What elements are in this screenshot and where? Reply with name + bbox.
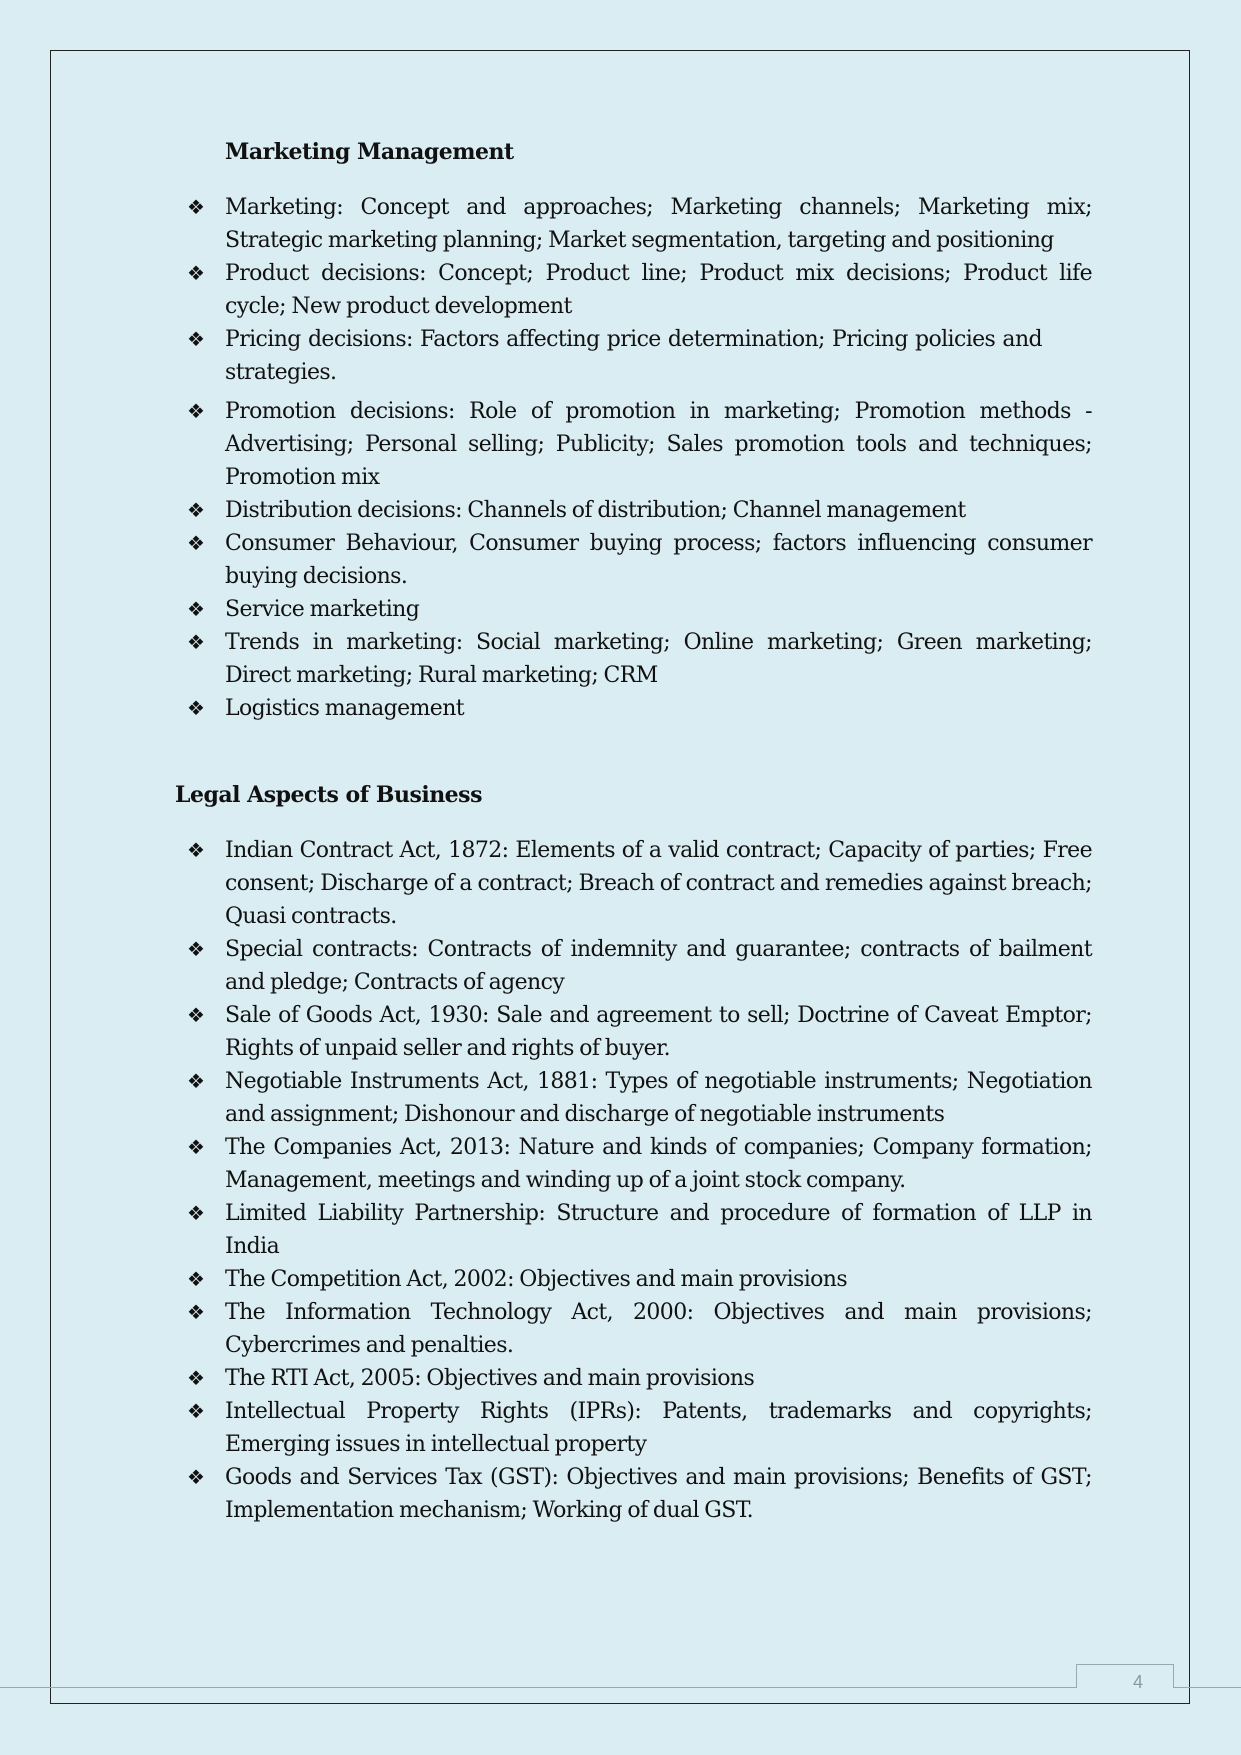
list-item: ❖ The RTI Act, 2005: Objectives and main provisions <box>175 1362 1092 1395</box>
list-item: ❖ Distribution decisions: Channels of distribution; Channel management <box>175 494 1092 527</box>
list-item: ❖ Sale of Goods Act, 1930: Sale and agreement to sell; Doctrine of Caveat Emptor; Rights of unpaid seller and rights of buyer. <box>175 999 1092 1065</box>
list-item: ❖ The Information Technology Act, 2000: Objectives and main provisions; Cybercrimes and penalties. <box>175 1296 1092 1362</box>
list-item: ❖ Trends in marketing: Social marketing; Online marketing; Green marketing; Direct marketing; Rural marketing; CRM <box>175 626 1092 692</box>
diamond-bullet-icon: ❖ <box>187 1135 205 1159</box>
diamond-bullet-icon: ❖ <box>187 1267 205 1291</box>
diamond-bullet-icon: ❖ <box>187 696 205 720</box>
list-item: ❖ Consumer Behaviour, Consumer buying process; factors influencing consumer buying decisions. <box>175 527 1092 593</box>
list-item: ❖ Special contracts: Contracts of indemnity and guarantee; contracts of bailment and pledge; Contracts of agency <box>175 933 1092 999</box>
list-item: ❖ Product decisions: Concept; Product line; Product mix decisions; Product life cycle; New product development <box>175 257 1092 323</box>
list-item: ❖ Negotiable Instruments Act, 1881: Types of negotiable instruments; Negotiation and assignment; Dishonour and discharge of negotiable instruments <box>175 1065 1092 1131</box>
section-heading-marketing: Marketing Management <box>225 139 514 165</box>
list-item: ❖ Marketing: Concept and approaches; Marketing channels; Marketing mix; Strategic marketing planning; Market segmentation, targeting and positioning <box>175 191 1092 257</box>
list-item: ❖ Indian Contract Act, 1872: Elements of a valid contract; Capacity of parties; Free consent; Discharge of a contract; Breach of contract and remedies against breach; Quasi contracts. <box>175 834 1092 933</box>
list-item: ❖ Logistics management <box>175 692 1092 725</box>
document-body <box>175 136 1092 1527</box>
list-item: ❖ Pricing decisions: Factors affecting price determination; Pricing policies and strategies. <box>175 323 1092 389</box>
section-heading-legal: Legal Aspects of Business <box>175 782 482 808</box>
diamond-bullet-icon: ❖ <box>187 399 205 423</box>
list-item: ❖ Service marketing <box>175 593 1092 626</box>
diamond-bullet-icon: ❖ <box>187 195 205 219</box>
list-item: ❖ Goods and Services Tax (GST): Objectives and main provisions; Benefits of GST; Implementation mechanism; Working of dual GST. <box>175 1461 1092 1527</box>
marketing-topic-list <box>175 191 1092 725</box>
page-number: 4 <box>1076 1664 1174 1688</box>
list-item: ❖ Promotion decisions: Role of promotion in marketing; Promotion methods - Advertising; Personal selling; Publicity; Sales promotion tools and techniques; Promotion mix <box>175 395 1092 494</box>
diamond-bullet-icon: ❖ <box>187 531 205 555</box>
diamond-bullet-icon: ❖ <box>187 1003 205 1027</box>
diamond-bullet-icon: ❖ <box>187 327 205 351</box>
diamond-bullet-icon: ❖ <box>187 1201 205 1225</box>
footer-rule <box>0 1687 1241 1688</box>
diamond-bullet-icon: ❖ <box>187 630 205 654</box>
diamond-bullet-icon: ❖ <box>187 1300 205 1324</box>
diamond-bullet-icon: ❖ <box>187 261 205 285</box>
diamond-bullet-icon: ❖ <box>187 1399 205 1423</box>
legal-topic-list <box>175 834 1092 1527</box>
diamond-bullet-icon: ❖ <box>187 1465 205 1489</box>
diamond-bullet-icon: ❖ <box>187 838 205 862</box>
diamond-bullet-icon: ❖ <box>187 597 205 621</box>
list-item: ❖ The Competition Act, 2002: Objectives and main provisions <box>175 1263 1092 1296</box>
list-item: ❖ Limited Liability Partnership: Structure and procedure of formation of LLP in India <box>175 1197 1092 1263</box>
diamond-bullet-icon: ❖ <box>187 1366 205 1390</box>
diamond-bullet-icon: ❖ <box>187 498 205 522</box>
diamond-bullet-icon: ❖ <box>187 1069 205 1093</box>
diamond-bullet-icon: ❖ <box>187 937 205 961</box>
list-item: ❖ The Companies Act, 2013: Nature and kinds of companies; Company formation; Management, meetings and winding up of a joint stock company. <box>175 1131 1092 1197</box>
list-item: ❖ Intellectual Property Rights (IPRs): Patents, trademarks and copyrights; Emerging issues in intellectual property <box>175 1395 1092 1461</box>
